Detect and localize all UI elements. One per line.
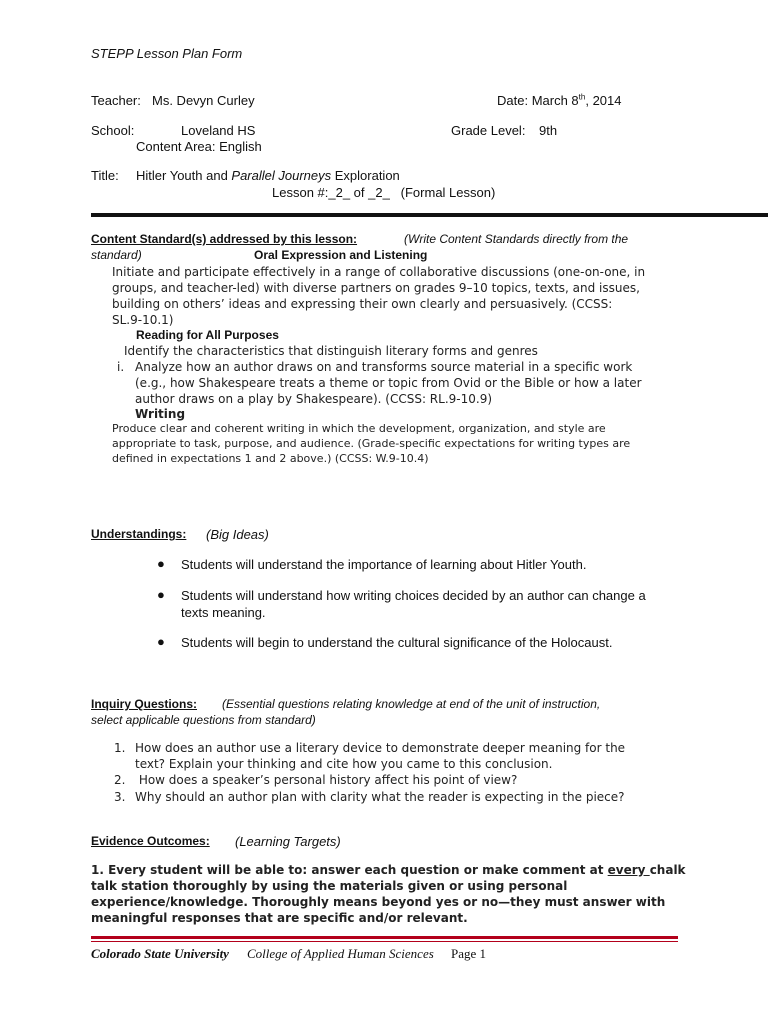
content-standards-note: (Write Content Standards directly from the	[404, 232, 629, 246]
inquiry-item-1: How does an author use a literary device to demonstrate deeper meaning for the	[135, 741, 626, 755]
bullet-icon: ●	[157, 587, 165, 602]
content-area: Content Area: English	[136, 139, 262, 154]
title-text-italic: Parallel Journeys	[231, 168, 332, 183]
title-label: Title:	[91, 168, 119, 183]
inquiry-item-2: How does a speaker’s personal history affect his point of view?	[135, 773, 518, 787]
understanding-item-2-cont: texts meaning.	[181, 605, 266, 620]
oral-line-1: Initiate and participate effectively in a range of collaborative discussions (one-on-one, in	[112, 265, 646, 279]
evidence-line-1-emphasis: every	[607, 863, 650, 877]
form-title: STEPP Lesson Plan Form	[91, 46, 243, 61]
evidence-line-1-b: chalk	[649, 863, 686, 877]
inquiry-item-3: Why should an author plan with clarity what the reader is expecting in the piece?	[135, 790, 625, 804]
date-year: , 2014	[585, 93, 622, 108]
oral-line-2: groups, and teacher-led) with diverse partners on grades 9–10 topics, texts, and issues,	[112, 281, 640, 295]
content-standards-heading: Content Standard(s) addressed by this lesson:	[91, 232, 358, 246]
evidence-line-2: talk station thoroughly by using the materials given or using personal	[91, 879, 568, 893]
bullet-icon: ●	[157, 556, 165, 571]
lesson-number: Lesson #:_2_ of _2_ (Formal Lesson)	[272, 185, 496, 200]
footer-university: Colorado State University	[91, 946, 229, 961]
lesson-title	[136, 168, 400, 183]
oral-heading: Oral Expression and Listening	[254, 248, 428, 262]
oral-line-4: SL.9-10.1)	[112, 313, 174, 327]
evidence-line-1	[91, 863, 686, 877]
understanding-item-1: Students will understand the importance of learning about Hitler Youth.	[181, 557, 587, 572]
evidence-line-4: meaningful responses that are specific and/or relevant.	[91, 911, 468, 925]
inquiry-note: (Essential questions relating knowledge at end of the unit of instruction,	[222, 697, 601, 711]
school-label: School:	[91, 123, 135, 138]
footer-rule-thick	[91, 936, 678, 939]
inquiry-heading: Inquiry Questions:	[91, 697, 198, 711]
date-label: Date:	[497, 93, 529, 108]
school-name: Loveland HS	[181, 123, 256, 138]
evidence-heading: Evidence Outcomes:	[91, 834, 210, 848]
reading-line-3: author draws on a play by Shakespeare). (CCSS: RL.9-10.9)	[135, 392, 493, 406]
understanding-item-3: Students will begin to understand the cultural significance of the Holocaust.	[181, 635, 613, 650]
inquiry-num-1: 1.	[114, 741, 126, 755]
title-text-b: Exploration	[331, 168, 400, 183]
inquiry-note-cont: select applicable questions from standard)	[91, 713, 316, 727]
reading-line-1: Analyze how an author draws on and transforms source material in a specific work	[135, 360, 633, 374]
grade-value: 9th	[539, 123, 558, 138]
writing-heading: Writing	[135, 407, 186, 421]
understanding-item-2: Students will understand how writing choices decided by an author can change a	[181, 588, 646, 603]
footer-page: Page 1	[451, 946, 487, 961]
understandings-note: (Big Ideas)	[206, 527, 269, 542]
footer-college: College of Applied Human Sciences	[247, 946, 434, 961]
inquiry-num-3: 3.	[114, 790, 126, 804]
evidence-line-1-a: 1. Every student will be able to: answer each question or make comment at	[91, 863, 608, 877]
reading-intro: Identify the characteristics that distinguish literary forms and genres	[124, 344, 538, 358]
bullet-icon: ●	[157, 634, 165, 649]
inquiry-item-1-cont: text? Explain your thinking and cite how you came to this conclusion.	[135, 757, 553, 771]
teacher-name: Ms. Devyn Curley	[152, 93, 255, 108]
writing-line-1: Produce clear and coherent writing in which the development, organization, and style are	[112, 422, 606, 435]
understandings-heading: Understandings:	[91, 527, 187, 541]
writing-line-3: defined in expectations 1 and 2 above.) (CCSS: W.9-10.4)	[112, 452, 429, 465]
teacher-label: Teacher:	[91, 93, 141, 108]
header-divider	[91, 213, 768, 217]
title-text-a: Hitler Youth and	[136, 168, 232, 183]
writing-line-2: appropriate to task, purpose, and audience. (Grade-specific expectations for writing types are	[112, 437, 631, 450]
grade-label: Grade Level:	[451, 123, 526, 138]
reading-line-2: (e.g., how Shakespeare treats a theme or topic from Ovid or the Bible or how a later	[135, 376, 642, 390]
inquiry-num-2: 2.	[114, 773, 126, 787]
evidence-note: (Learning Targets)	[235, 834, 341, 849]
content-standards-note-cont: standard)	[91, 248, 142, 262]
oral-line-3: building on others’ ideas and expressing their own clearly and persuasively. (CCSS:	[112, 297, 613, 311]
date-value: March 8	[531, 93, 579, 108]
footer-rule-thin	[91, 941, 678, 942]
reading-marker: i.	[117, 360, 125, 374]
reading-heading: Reading for All Purposes	[136, 328, 279, 342]
evidence-line-3: experience/knowledge. Thoroughly means beyond yes or no—they must answer with	[91, 895, 666, 909]
date-suffix: th	[578, 92, 586, 102]
date-line	[497, 93, 622, 108]
